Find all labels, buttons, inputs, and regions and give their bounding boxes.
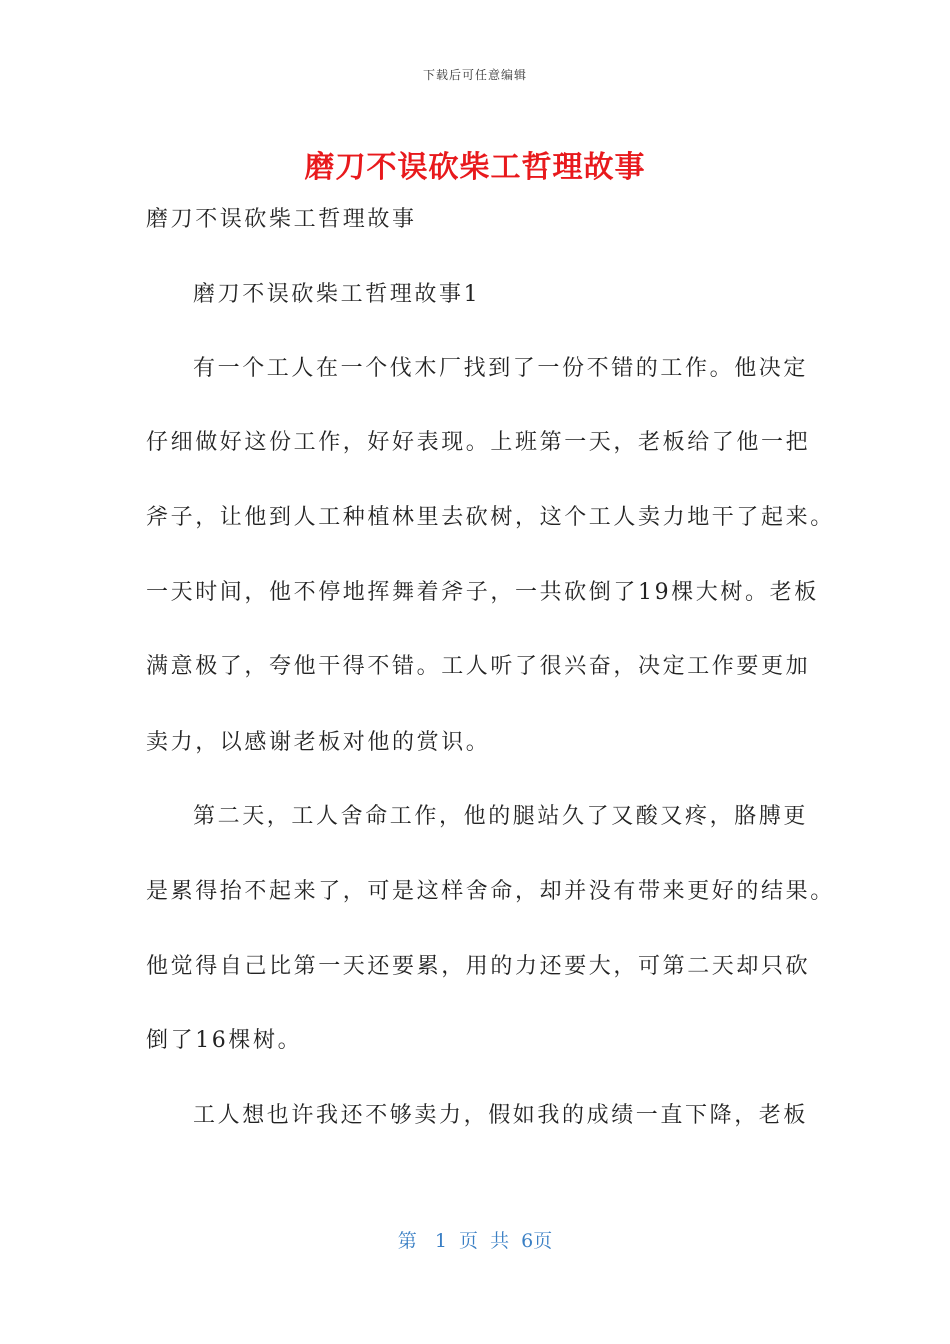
paragraph-line: 倒了16棵树。 — [146, 1028, 303, 1053]
paragraph-line: 斧子，让他到人工种植林里去砍树，这个工人卖力地干了起来。 — [146, 505, 835, 530]
paragraph-line: 工人想也许我还不够卖力，假如我的成绩一直下降，老板 — [193, 1103, 809, 1128]
header-note: 下载后可任意编辑 — [422, 68, 527, 82]
paragraph-line: 仔细做好这份工作，好好表现。上班第一天，老板给了他一把 — [146, 430, 811, 455]
subtitle-line: 磨刀不误砍柴工哲理故事 — [146, 207, 417, 232]
paragraph-line: 有一个工人在一个伐木厂找到了一份不错的工作。他决定 — [193, 356, 809, 381]
paragraph-line: 第二天，工人舍命工作，他的腿站久了又酸又疼，胳膊更 — [193, 804, 809, 829]
paragraph-line: 他觉得自己比第一天还要累，用的力还要大，可第二天却只砍 — [146, 954, 811, 979]
paragraph-line: 是累得抬不起来了，可是这样舍命，却并没有带来更好的结果。 — [146, 879, 835, 904]
document-title: 磨刀不误砍柴工哲理故事 — [304, 150, 646, 185]
paragraph-line: 一天时间，他不停地挥舞着斧子，一共砍倒了19棵大树。老板 — [146, 580, 819, 605]
section-heading: 磨刀不误砍柴工哲理故事1 — [193, 282, 481, 307]
page-number-footer: 第 1 页 共 6页 — [397, 1230, 553, 1252]
paragraph-line: 满意极了，夸他干得不错。工人听了很兴奋，决定工作要更加 — [146, 654, 811, 679]
paragraph-line: 卖力，以感谢老板对他的赏识。 — [146, 730, 491, 755]
